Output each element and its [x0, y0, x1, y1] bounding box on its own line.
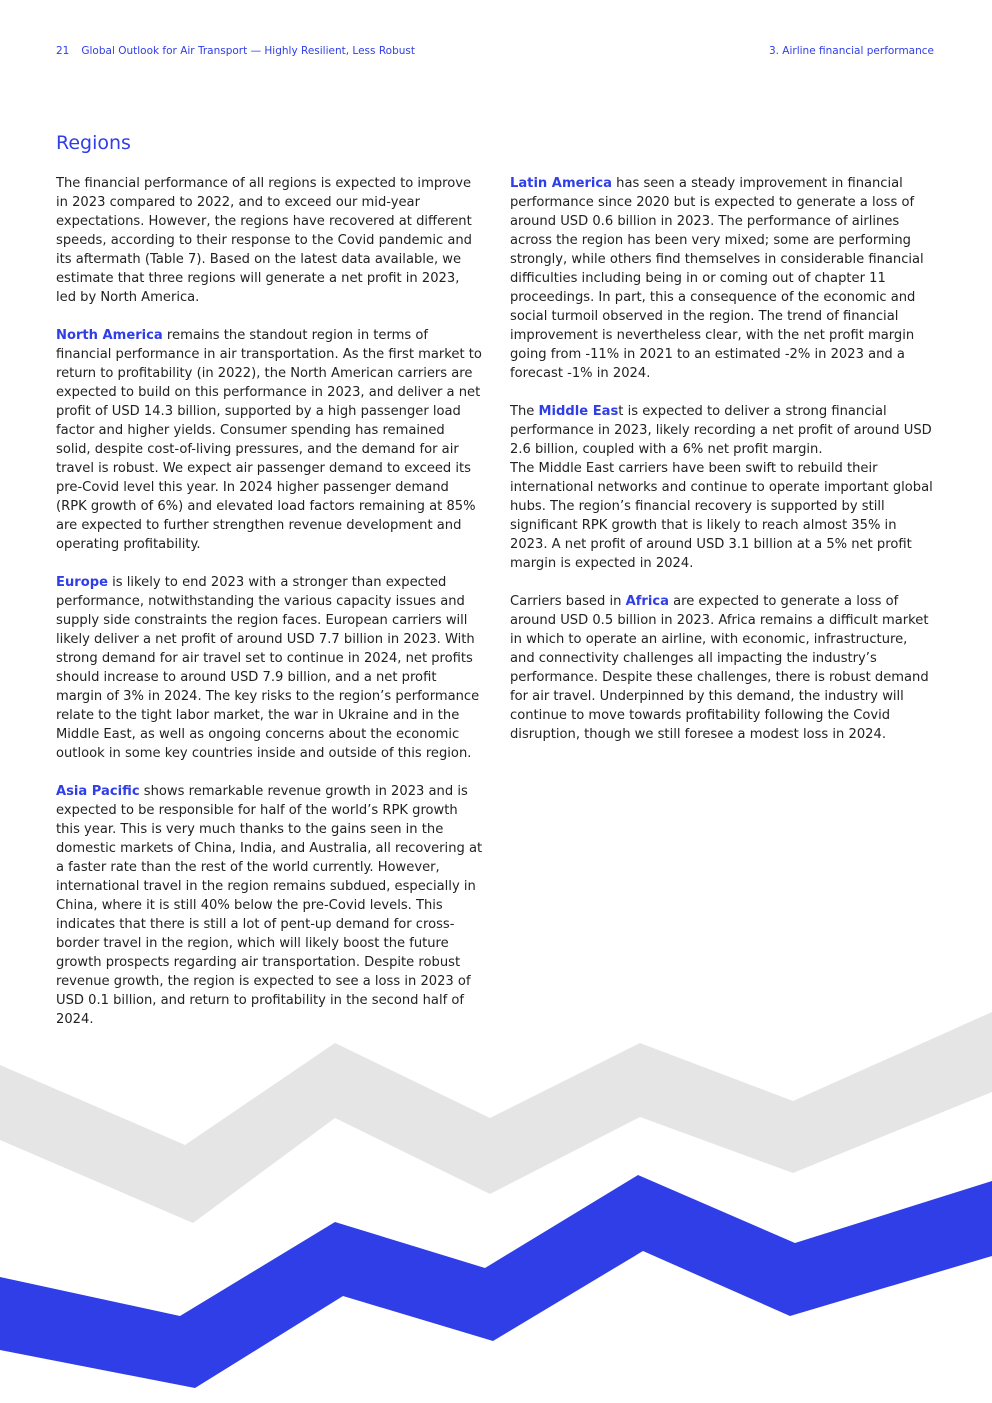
europe-label: Europe — [56, 575, 108, 590]
africa-prefix: Carriers based in — [510, 594, 626, 609]
europe-text: is likely to end 2023 with a stronger than expected performance, notwithstanding the various capacity issues and supply side constraints the region faces. European carriers will likely deliver a net profit of around USD 7.7 billion in 2023. With strong demand for air travel set to continue in 2024, net profits should increase to around USD 7.9 billion, and a net profit margin of 3% in 2024. The key risks to the region’s performance relate to the tight labor market, the war in Ukraine and in the Middle East, as well as ongoing concerns about the economic outlook in some key countries inside and outside of this region. — [56, 575, 480, 761]
middle-east-prefix: The — [510, 404, 539, 419]
page-title: Regions — [56, 132, 131, 154]
intro-paragraph: The financial performance of all regions is expected to improve in 2023 compared to 2022, and to exceed our mid-year expectations. However, the regions have recovered at different speeds, according to their response to the Covid pandemic and its aftermath (Table 7). Based on the latest data available, we estimate that three regions will generate a net profit in 2023, led by North America. — [56, 176, 472, 305]
africa-text: are expected to generate a loss of around USD 0.5 billion in 2023. Africa remains a difficult market in which to operate an airline, with economic, infrastructure, and connectivity challenges all impacting the industry’s performance. Despite these challenges, there is robust demand for air travel. Underpinned by this demand, the industry will continue to move towards profitability following the Covid disruption, though we still foresee a modest loss in 2024. — [510, 594, 929, 742]
page-number: 21 — [56, 45, 70, 57]
report-title: Global Outlook for Air Transport — Highly Resilient, Less Robust — [81, 45, 415, 57]
north-america-text: remains the standout region in terms of financial performance in air transportation. As the first market to return to profitability (in 2022), the North American carriers are expected to build on this performance in 2023, and deliver a net profit of USD 14.3 billion, supported by a high passenger load factor and higher yields. Consumer spending has remained solid, despite cost-of-living pressures, and the demand for air travel is robust. We expect air passenger demand to exceed its pre-Covid level this year. In 2024 higher passenger demand (RPK growth of 6%) and elevated load factors remaining at 85% are expected to further strengthen revenue development and operating profitability. — [56, 328, 482, 552]
asia-pacific-text: shows remarkable revenue growth in 2023 and is expected to be responsible for half of the world’s RPK growth this year. This is very much thanks to the gains seen in the domestic markets of China, India, and Australia, all recovering at a faster rate than the rest of the world currently. However, international travel in the region remains subdued, especially in China, where it is still 40% below the pre-Covid levels. This indicates that there is still a lot of pent-up demand for cross-border travel in the region, which will likely boost the future growth prospects regarding air transportation. Despite robust revenue growth, the region is expected to see a loss in 2023 of USD 0.1 billion, and return to profitability in the second half of 2024. — [56, 784, 483, 1027]
middle-east-text-2: The Middle East carriers have been swift to rebuild their international networks and continue to operate important global hubs. The region’s financial recovery is supported by still significant RPK growth that is likely to reach almost 35% in 2023. A net profit of around USD 3.1 billion at a 5% net profit margin is expected in 2024. — [510, 461, 933, 571]
grey-zigzag-band — [0, 1012, 992, 1223]
section-label: 3. Airline financial performance — [768, 45, 934, 57]
north-america-label: North America — [56, 328, 163, 343]
middle-east-text: t is expected to deliver a strong financial performance in 2023, likely recording a net profit of around USD 2.6 billion, coupled with a 6% net profit margin. — [510, 404, 932, 457]
latin-america-label: Latin America — [510, 176, 613, 191]
latin-america-text: has seen a steady improvement in financial performance since 2020 but is expected to generate a loss of around USD 0.6 billion in 2023. The performance of airlines across the region has been very mixed; some are performing strongly, while others find themselves in considerable financial difficulties including being in or coming out of chapter 11 proceedings. In part, this a consequence of the economic and social turmoil observed in the region. The trend of financial improvement is nevertheless clear, with the net profit margin going from -11% in 2021 to an estimated -2% in 2023 and a forecast -1% in 2024. — [510, 176, 924, 381]
blue-zigzag-band — [0, 1175, 992, 1388]
africa-label: Africa — [625, 594, 669, 609]
middle-east-label: Middle Eas — [538, 404, 619, 419]
asia-pacific-label: Asia Pacific — [56, 784, 140, 799]
